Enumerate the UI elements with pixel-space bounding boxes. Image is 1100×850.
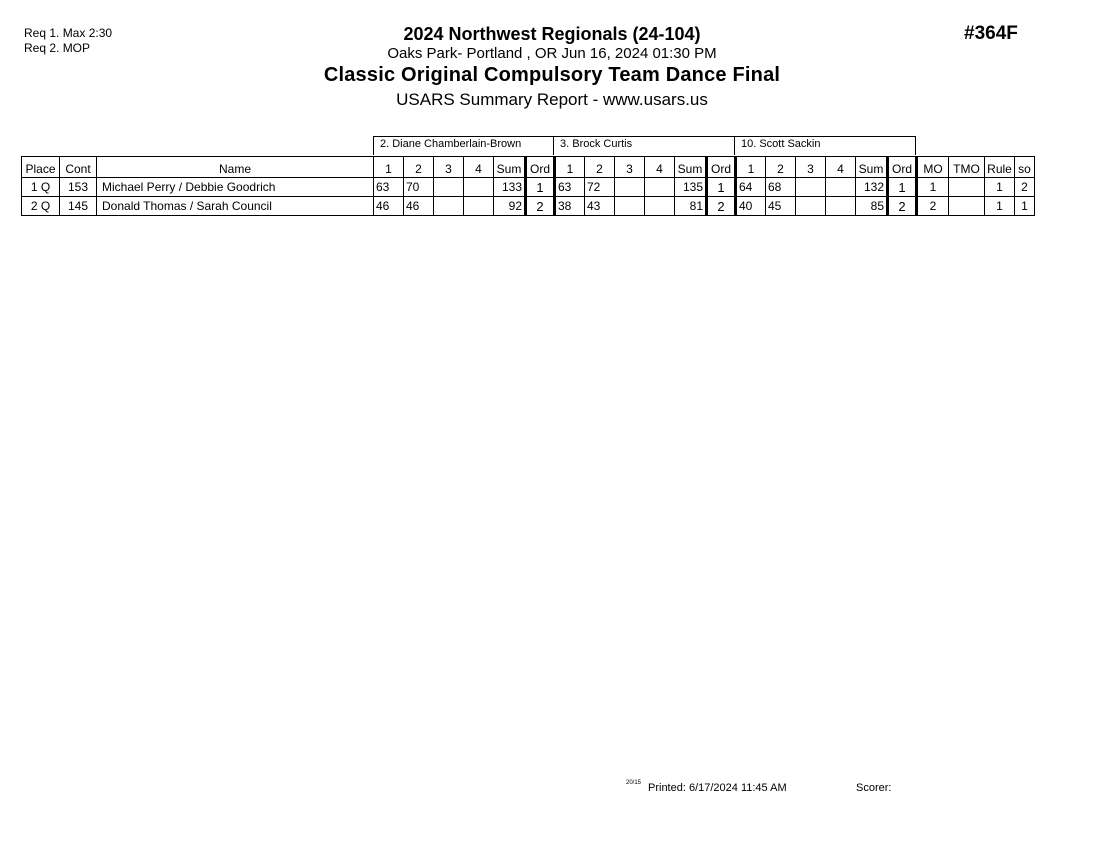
sum-cell: 85 xyxy=(856,197,888,216)
score-cell xyxy=(645,178,675,197)
so-cell: 2 xyxy=(1015,178,1035,197)
score-header: 4 xyxy=(464,157,494,178)
mo-cell: 1 xyxy=(917,178,949,197)
score-cell xyxy=(615,197,645,216)
requirement-1: Req 1. Max 2:30 xyxy=(24,26,113,40)
score-cell: 46 xyxy=(374,197,404,216)
judge-name: 3. Brock Curtis xyxy=(554,136,735,155)
place-header: Place xyxy=(22,157,60,178)
place-cell: 1 Q xyxy=(22,178,60,197)
score-cell xyxy=(434,197,464,216)
score-header: 4 xyxy=(826,157,856,178)
sum-cell: 81 xyxy=(675,197,707,216)
rule-header: Rule xyxy=(985,157,1015,178)
score-header: 1 xyxy=(374,157,404,178)
table-header-row xyxy=(22,157,1035,178)
event-location: Oaks Park- Portland , OR Jun 16, 2024 01:30 PM xyxy=(387,45,717,62)
cont-cell: 153 xyxy=(60,178,97,197)
so-cell: 1 xyxy=(1015,197,1035,216)
requirement-2: Req 2. MOP xyxy=(24,41,91,55)
score-cell: 68 xyxy=(766,178,796,197)
score-header: 3 xyxy=(796,157,826,178)
mo-header: MO xyxy=(917,157,949,178)
rule-cell: 1 xyxy=(985,197,1015,216)
score-cell xyxy=(826,178,856,197)
table-row xyxy=(22,197,1035,216)
score-cell: 45 xyxy=(766,197,796,216)
rule-cell: 1 xyxy=(985,178,1015,197)
scorer-label: Scorer: xyxy=(856,782,892,794)
score-header: 2 xyxy=(766,157,796,178)
score-header: 1 xyxy=(555,157,585,178)
tmo-cell xyxy=(949,178,985,197)
cont-cell: 145 xyxy=(60,197,97,216)
score-header: 1 xyxy=(736,157,766,178)
score-header: 2 xyxy=(404,157,434,178)
score-header: 3 xyxy=(434,157,464,178)
score-cell: 63 xyxy=(555,178,585,197)
so-header: so xyxy=(1015,157,1035,178)
ord-cell: 2 xyxy=(526,197,555,216)
footer-code: 20/15 xyxy=(626,780,642,786)
judge-name: 10. Scott Sackin xyxy=(735,136,916,155)
score-header: 3 xyxy=(615,157,645,178)
tmo-cell xyxy=(949,197,985,216)
ord-cell: 1 xyxy=(707,178,736,197)
name-cell: Donald Thomas / Sarah Council xyxy=(97,197,374,216)
score-cell: 40 xyxy=(736,197,766,216)
score-cell xyxy=(645,197,675,216)
sum-cell: 135 xyxy=(675,178,707,197)
score-cell: 43 xyxy=(585,197,615,216)
report-name: USARS Summary Report - www.usars.us xyxy=(396,90,708,109)
event-subtitle: Classic Original Compulsory Team Dance Final xyxy=(323,64,781,86)
score-cell: 72 xyxy=(585,178,615,197)
score-cell xyxy=(434,178,464,197)
printed-timestamp: Printed: 6/17/2024 11:45 AM xyxy=(648,782,787,794)
sum-header: Sum xyxy=(494,157,526,178)
score-cell: 38 xyxy=(555,197,585,216)
sum-header: Sum xyxy=(856,157,888,178)
score-cell xyxy=(796,178,826,197)
event-id: #364F xyxy=(964,23,1018,44)
place-cell: 2 Q xyxy=(22,197,60,216)
sum-cell: 92 xyxy=(494,197,526,216)
ord-cell: 1 xyxy=(888,178,917,197)
sum-header: Sum xyxy=(675,157,707,178)
event-title: 2024 Northwest Regionals (24-104) xyxy=(403,24,701,44)
score-cell xyxy=(615,178,645,197)
score-cell: 46 xyxy=(404,197,434,216)
table-row xyxy=(22,178,1035,197)
ord-cell: 2 xyxy=(888,197,917,216)
sum-cell: 133 xyxy=(494,178,526,197)
score-cell: 64 xyxy=(736,178,766,197)
ord-cell: 2 xyxy=(707,197,736,216)
score-cell xyxy=(464,178,494,197)
score-cell xyxy=(464,197,494,216)
score-cell xyxy=(796,197,826,216)
score-cell: 63 xyxy=(374,178,404,197)
name-header: Name xyxy=(97,157,374,178)
name-cell: Michael Perry / Debbie Goodrich xyxy=(97,178,374,197)
ord-header: Ord xyxy=(888,157,917,178)
judge-header-row xyxy=(373,136,916,156)
tmo-header: TMO xyxy=(949,157,985,178)
score-cell: 70 xyxy=(404,178,434,197)
judge-name: 2. Diane Chamberlain-Brown xyxy=(373,136,554,155)
score-cell xyxy=(826,197,856,216)
mo-cell: 2 xyxy=(917,197,949,216)
score-header: 2 xyxy=(585,157,615,178)
ord-header: Ord xyxy=(707,157,736,178)
cont-header: Cont xyxy=(60,157,97,178)
ord-header: Ord xyxy=(526,157,555,178)
ord-cell: 1 xyxy=(526,178,555,197)
results-table xyxy=(21,156,1035,216)
sum-cell: 132 xyxy=(856,178,888,197)
score-header: 4 xyxy=(645,157,675,178)
